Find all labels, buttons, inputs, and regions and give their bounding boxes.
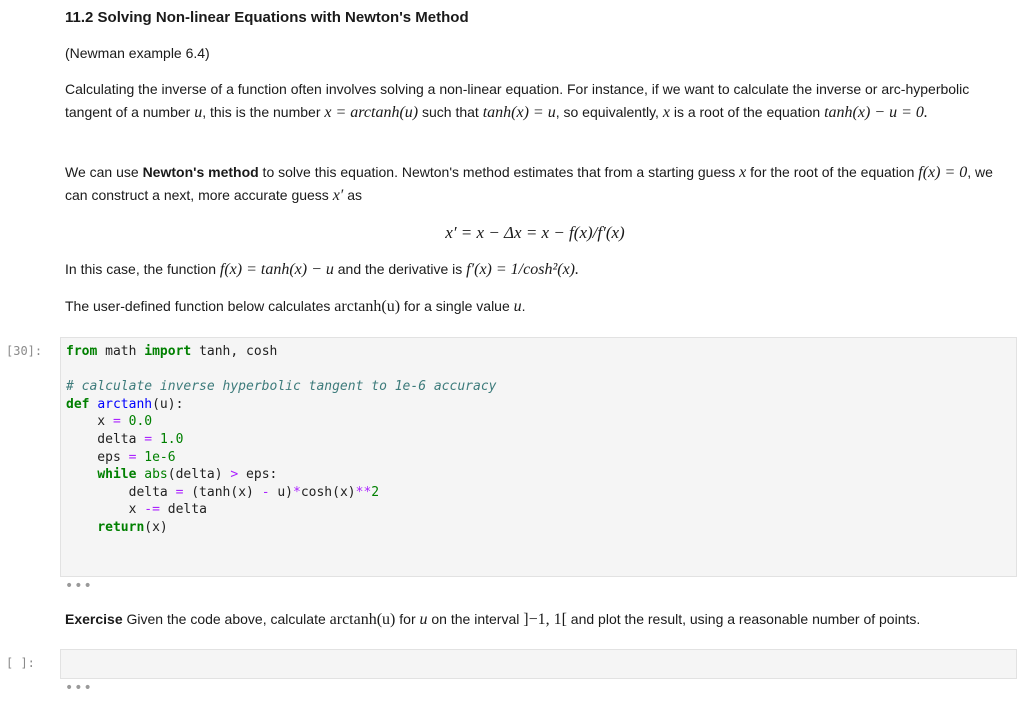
paragraph-newton: We can use Newton's method to solve this equation. Newton's method estimates that from a starting guess x for the root of the equation f(x) = 0, we can construct a next, more accurate guess x′ as	[65, 164, 993, 204]
newton-equation: x′ = x − Δx = x − f(x)/f′(x)	[445, 223, 625, 242]
output-collapsed-ellipsis[interactable]: •••	[65, 578, 93, 594]
code-editor[interactable]: from math import tanh, cosh # calculate inverse hyperbolic tangent to 1e-6 accuracy def arctanh(u): x = 0.0 delta = 1.0 eps = 1e-6 while abs(delta) > eps: delta = (tanh(x) - u)*cosh(x)**2 x -= delta return(x)	[66, 344, 497, 535]
cell-prompt-empty: [ ]:	[6, 656, 35, 670]
output-collapsed-ellipsis-2[interactable]: •••	[65, 680, 93, 696]
paragraph-function: The user-defined function below calculates arctanh(u) for a single value u.	[65, 298, 526, 315]
cell-prompt-30: [30]:	[6, 344, 43, 358]
exercise-text: Exercise Given the code above, calculate arctanh(u) for u on the interval ]−1, 1[ and plot the result, using a reasonable number of points.	[65, 611, 921, 628]
subtitle: (Newman example 6.4)	[65, 45, 210, 61]
paragraph-intro: Calculating the inverse of a function often involves solving a non-linear equation. For instance, if we want to calculate the inverse or arc-hyperbolic tangent of a number u, this is the number x = arctanh(u) such that tanh(x) = u, so equivalently, x is a root of the equation tanh(x) − u = 0.	[65, 81, 970, 121]
code-cell-empty[interactable]	[60, 649, 1017, 679]
paragraph-derivative: In this case, the function f(x) = tanh(x) − u and the derivative is f′(x) = 1/cosh²(x).	[65, 261, 579, 278]
section-title: 11.2 Solving Non-linear Equations with Newton's Method	[65, 9, 469, 26]
code-cell-arctanh[interactable]	[60, 337, 1017, 577]
